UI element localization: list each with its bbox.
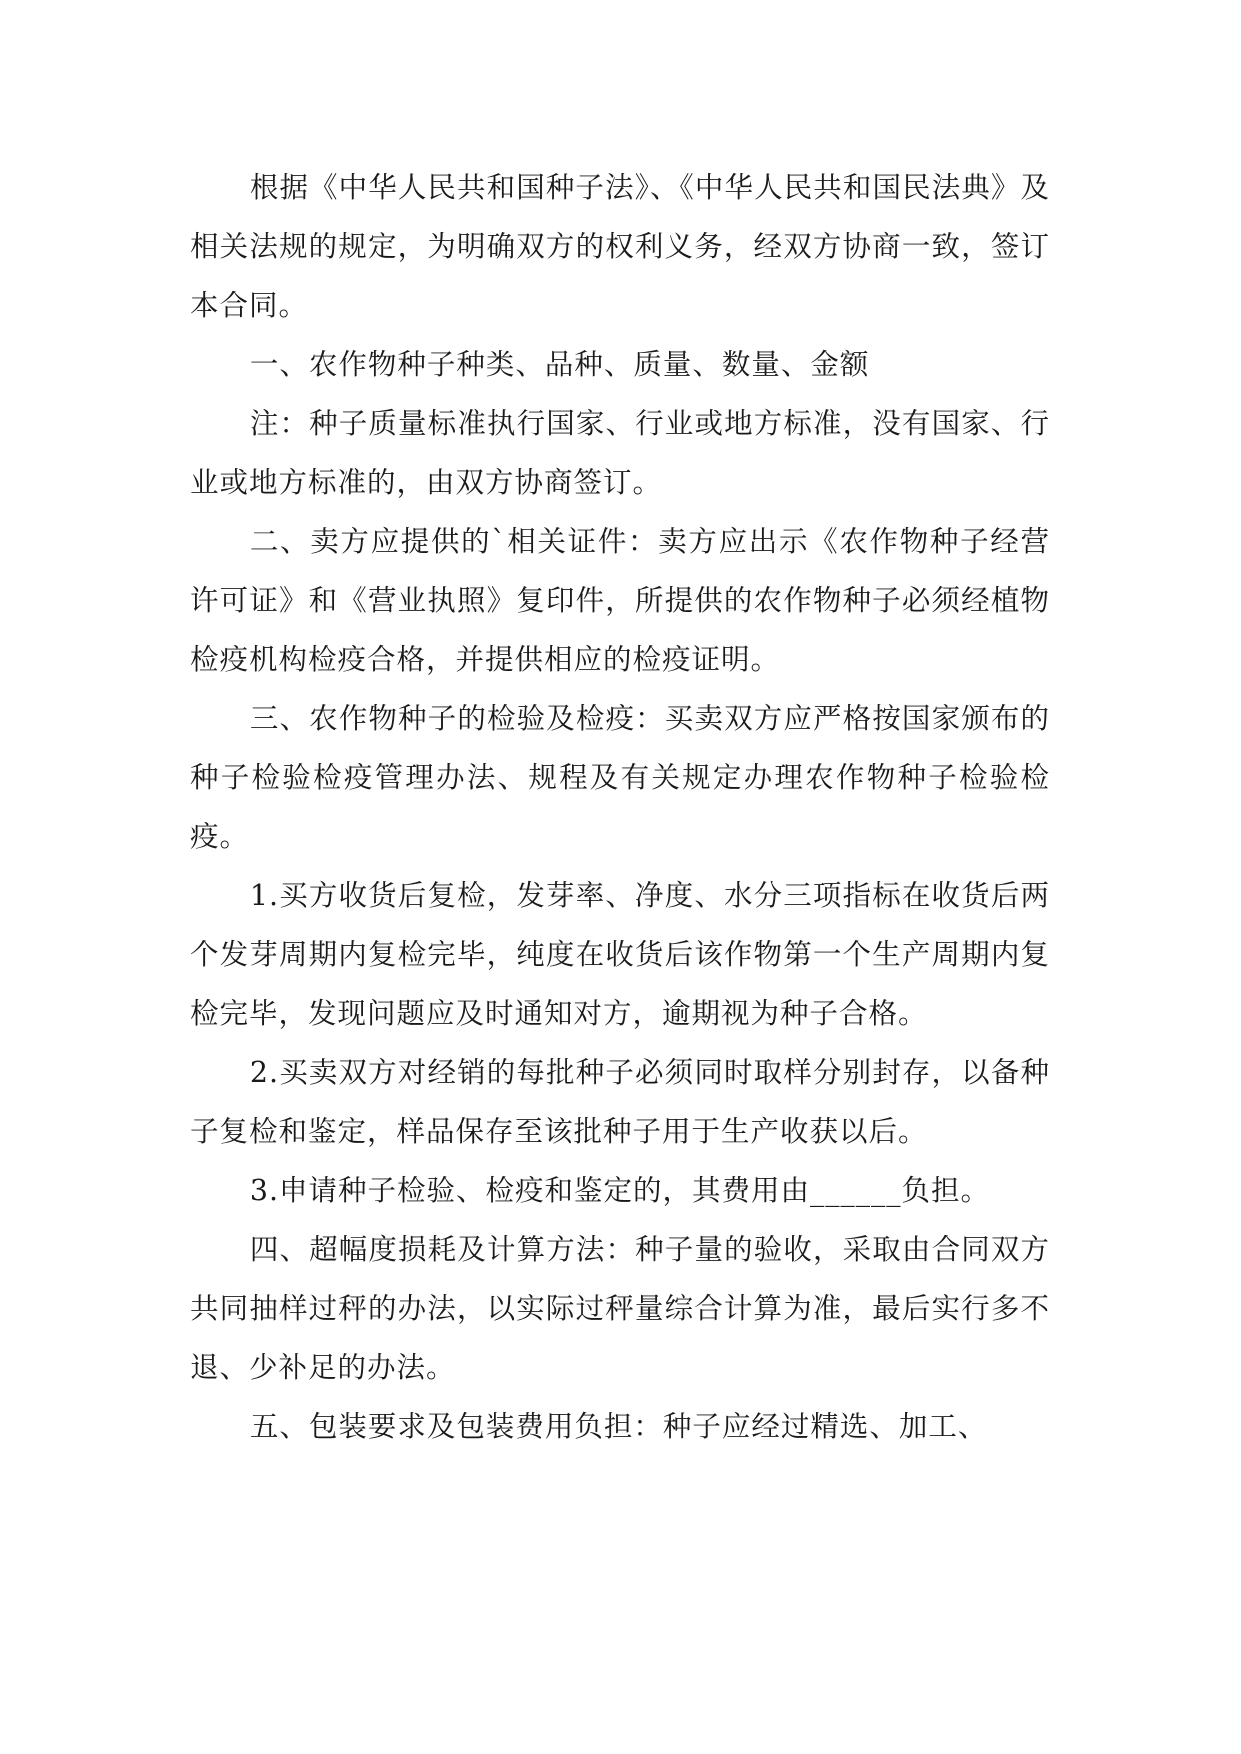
paragraph-section-5: 五、包装要求及包装费用负担：种子应经过精选、加工、: [249, 1410, 988, 1443]
paragraph-intro: 根据《中华人民共和国种子法》、《中华人民共和国民法典》及相关法规的规定，为明确双方的权利义务，经双方协商一致，签订本合同。: [190, 171, 1050, 322]
paragraph-section-2: 二、卖方应提供的`相关证件：卖方应出示《农作物种子经营许可证》和《营业执照》复印件，所提供的农作物种子必须经植物检疫机构检疫合格，并提供相应的检疫证明。: [190, 525, 1050, 676]
document-body: [190, 158, 1050, 1456]
paragraph-section-4: 四、超幅度损耗及计算方法：种子量的验收，采取由合同双方共同抽样过秤的办法，以实际过秤量综合计算为准，最后实行多不退、少补足的办法。: [190, 1233, 1050, 1384]
paragraph-section-3: 三、农作物种子的检验及检疫：买卖双方应严格按国家颁布的种子检验检疫管理办法、规程及有关规定办理农作物种子检验检疫。: [190, 702, 1050, 853]
paragraph-item-1: 1.买方收货后复检，发芽率、净度、水分三项指标在收货后两个发芽周期内复检完毕，纯度在收货后该作物第一个生产周期内复检完毕，发现问题应及时通知对方，逾期视为种子合格。: [190, 879, 1050, 1030]
paragraph-note: 注：种子质量标准执行国家、行业或地方标准，没有国家、行业或地方标准的，由双方协商签订。: [190, 407, 1050, 499]
paragraph-section-1: 一、农作物种子种类、品种、质量、数量、金额: [249, 348, 870, 381]
paragraph-item-2: 2.买卖双方对经销的每批种子必须同时取样分别封存，以备种子复检和鉴定，样品保存至该批种子用于生产收获以后。: [190, 1056, 1050, 1148]
paragraph-item-3: 3.申请种子检验、检疫和鉴定的，其费用由______负担。: [249, 1174, 991, 1207]
